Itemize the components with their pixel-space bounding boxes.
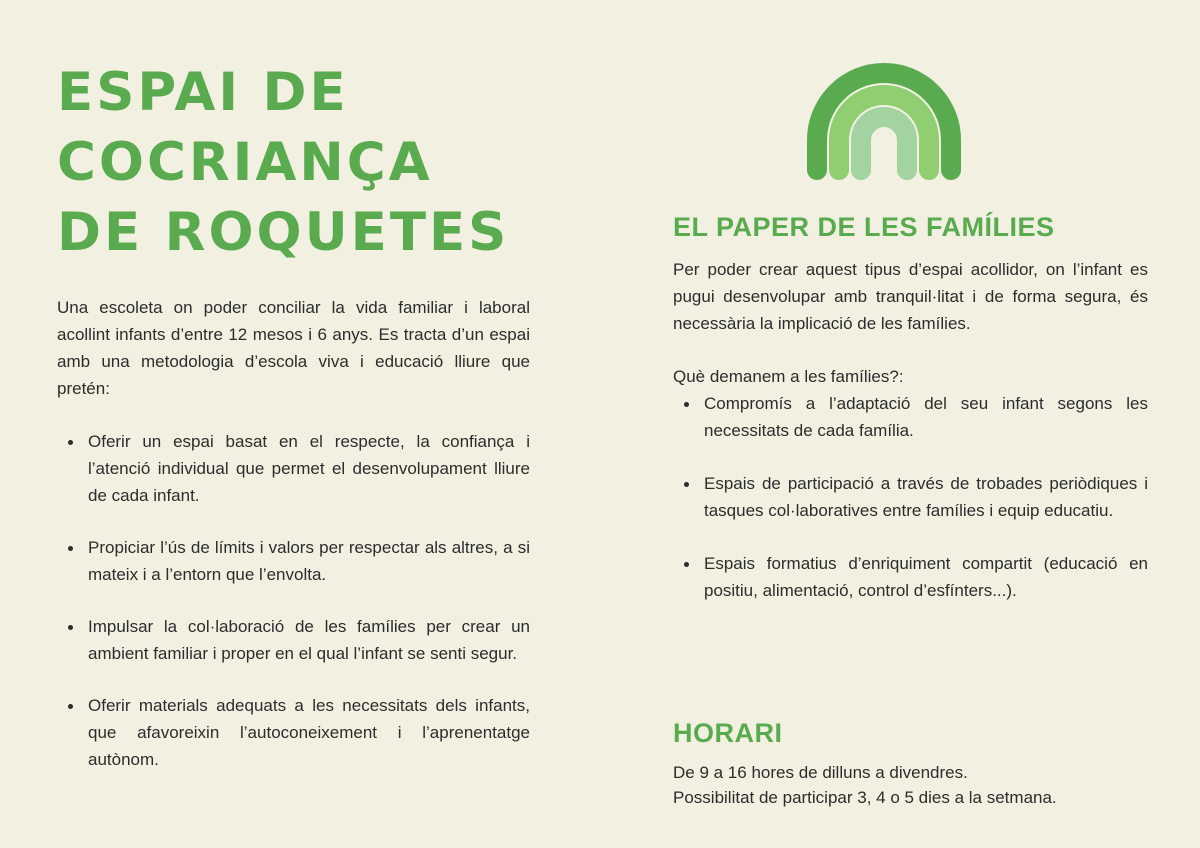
goals-list [57,428,530,773]
bullet-icon [684,402,689,407]
list-item [57,534,530,588]
title-line-1: ESPAI DE [57,62,349,123]
families-section [673,256,1148,630]
requests-list [673,390,1148,604]
page-title [57,58,530,268]
list-item [57,428,530,509]
list-item [673,470,1148,524]
bullet-icon [68,440,73,445]
left-column [57,58,530,798]
list-item-text: Oferir materials adequats a les necessitats dels infants, que afavoreixin l’autoconeixement i l’aprenentatge autònom. [88,696,530,769]
bullet-icon [684,482,689,487]
list-item-text: Compromís a l’adaptació del seu infant segons les necessitats de cada família. [704,394,1148,440]
bullet-icon [68,546,73,551]
title-line-2: COCRIANÇA [57,132,433,193]
list-item-text: Oferir un espai basat en el respecte, la confiança i l’atenció individual que permet el desenvolupament lliure de cada infant. [88,432,530,505]
families-paragraph: Per poder crear aquest tipus d’espai acollidor, on l’infant es pugui desenvolupar amb tranquil·litat i de forma segura, és necessària la implicació de les famílies. [673,260,1148,333]
rainbow-icon [807,60,961,180]
list-item-text: Impulsar la col·laboració de les famílies per crear un ambient familiar i proper en el qual l’infant se senti segur. [88,617,530,663]
list-item [57,692,530,773]
bullet-icon [684,562,689,567]
list-item-text: Espais formatius d’enriquiment compartit (educació en positiu, alimentació, control d’esfínters...). [704,554,1148,600]
section-heading-families: EL PAPER DE LES FAMÍLIES [673,212,1055,242]
schedule-block [673,760,1153,810]
section-heading-schedule: HORARI [673,718,783,748]
list-item [673,390,1148,444]
list-item-text: Espais de participació a través de trobades periòdiques i tasques col·laboratives entre famílies i equip educatiu. [704,474,1148,520]
title-line-3: DE ROQUETES [57,202,510,263]
list-item [673,550,1148,604]
bullet-icon [68,625,73,630]
schedule-line-2: Possibilitat de participar 3, 4 o 5 dies a la setmana. [673,788,1057,807]
schedule-line-1: De 9 a 16 hores de dilluns a divendres. [673,763,968,782]
list-item [57,613,530,667]
families-question: Què demanem a les famílies?: [673,367,904,386]
list-item-text: Propiciar l’ús de límits i valors per respectar als altres, a si mateix i a l’entorn que l’envolta. [88,538,530,584]
bullet-icon [68,704,73,709]
intro-paragraph: Una escoleta on poder conciliar la vida familiar i laboral acollint infants d’entre 12 mesos i 6 anys. Es tracta d’un espai amb una metodologia d’escola viva i educació lliure que pretén: [57,298,530,398]
